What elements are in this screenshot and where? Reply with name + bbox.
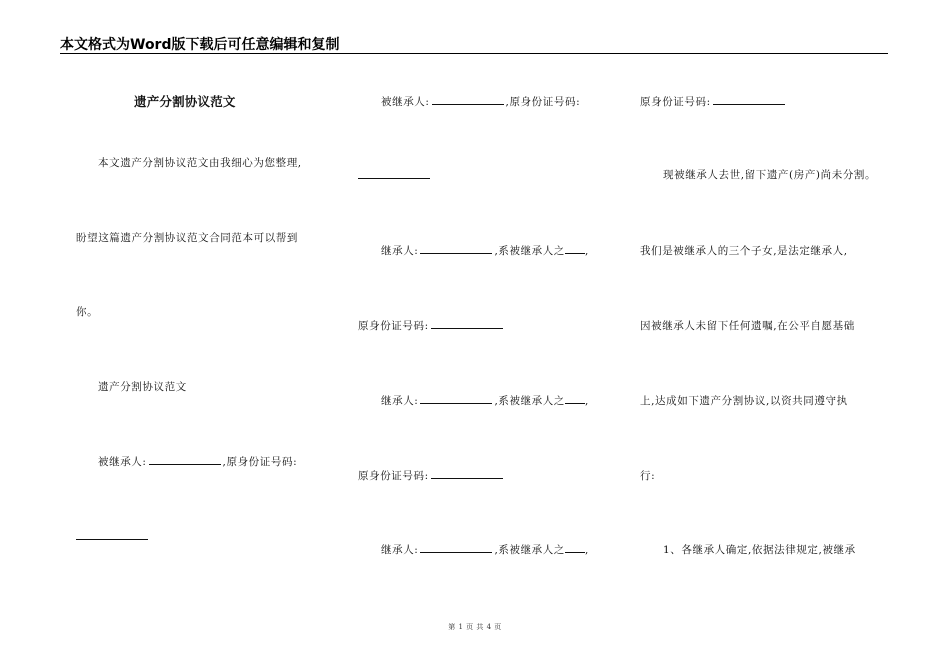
heir-id-blank[interactable] [431,319,503,329]
heir-label: 继承人: [381,245,419,257]
paragraph-line-5: 行: [640,470,656,482]
agreement-subtitle: 遗产分割协议范文 [98,381,187,393]
page-footer: 第 1 页 共 4 页 [448,623,502,631]
heir-id-label: 原身份证号码: [640,96,711,108]
intro-line-2: 盼望这篇遗产分割协议范文合同范本可以帮到 [76,232,298,244]
heir-line-2 [381,394,589,408]
heir-relation-blank[interactable] [565,543,585,553]
heir-line-end: , [584,245,589,257]
paragraph-line-3: 因被继承人未留下任何遗嘱,在公平自愿基础 [640,320,855,332]
heir-id-blank[interactable] [431,469,503,479]
heir-line-1 [381,244,589,258]
decedent-name-blank[interactable] [149,455,221,465]
heir-relation-label: ,系被继承人之 [494,395,565,407]
clause-1-line: 1、各继承人确定,依据法律规定,被继承 [663,544,856,556]
decedent-id-label: ,原身份证号码: [222,456,298,468]
heir-label: 继承人: [381,544,419,556]
heir-relation-label: ,系被继承人之 [494,245,565,257]
heir-name-blank[interactable] [420,543,492,553]
paragraph-line-1: 现被继承人去世,留下遗产(房产)尚未分割。 [663,169,877,181]
heir-line-3 [381,543,589,557]
heir-id-line-1 [358,319,505,333]
intro-line-1: 本文遗产分割协议范文由我细心为您整理, [98,157,302,169]
decedent-name-blank-2[interactable] [432,95,504,105]
heir-id-blank[interactable] [713,95,785,105]
intro-line-3: 你。 [76,306,99,318]
decedent-id-blank[interactable] [76,539,148,540]
decedent-line-2 [381,95,580,109]
header-rule [60,53,888,54]
paragraph-line-2: 我们是被继承人的三个子女,是法定继承人, [640,245,848,257]
heir-relation-blank[interactable] [565,394,585,404]
heir-relation-label: ,系被继承人之 [494,544,565,556]
paragraph-line-4: 上,达成如下遗产分割协议,以资共同遵守执 [640,395,848,407]
decedent-label: 被继承人: [98,456,147,468]
heir-relation-blank[interactable] [565,244,585,254]
document-header-title: 本文格式为Word版下载后可任意编辑和复制 [60,37,340,53]
heir-id-line-2 [358,469,505,483]
decedent-label-2: 被继承人: [381,96,430,108]
heir-name-blank[interactable] [420,244,492,254]
heir-id-label: 原身份证号码: [358,470,429,482]
decedent-id-label-2: ,原身份证号码: [505,96,581,108]
heir-line-end: , [584,544,589,556]
heir-line-end: , [584,395,589,407]
heir-label: 继承人: [381,395,419,407]
heir-id-label: 原身份证号码: [358,320,429,332]
decedent-line [98,455,297,469]
heir-name-blank[interactable] [420,394,492,404]
heir-id-line-3 [640,95,787,109]
decedent-id-blank-2[interactable] [358,178,430,179]
agreement-title: 遗产分割协议范文 [134,94,236,109]
